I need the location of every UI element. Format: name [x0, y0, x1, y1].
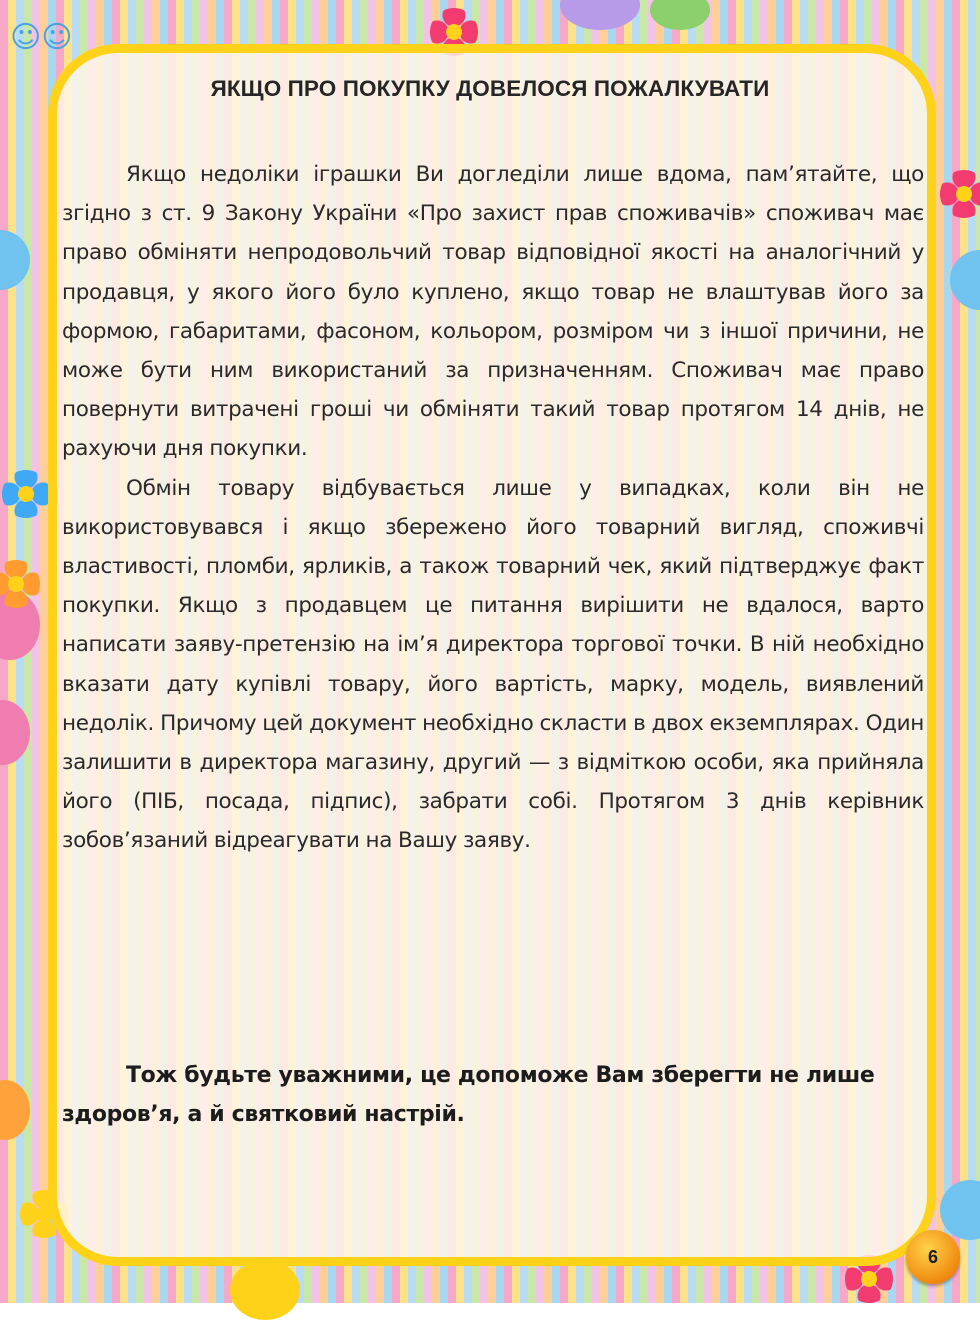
flower-decoration	[2, 470, 50, 518]
page-number-badge: 6	[906, 1230, 960, 1284]
closing-note: Тож будьте уважними, це допоможе Вам зберегти не лише здоров’я, а й святковий настрій.	[62, 1063, 875, 1127]
paragraph: Обмін товару відбувається лише у випадках, коли він не використовувався і якщо збережено його товарний вигляд, споживчі властивості, пломби, ярликів, а також товарний чек, який підтверджує факт покупки. Якщо з продавцем це питання вирішити не вдалося, варто написати заяву-претензію на ім’я директора торгової точки. В ній необхідно вказати дату купівлі товару, його вартість, марку, модель, виявлений недолік. Причому цей документ необхідно скласти в двох екземплярах. Один залишити в директора магазину, другий — з відміткою особи, яка прийняла його (ПІБ, посада, підпис), забрати собі. Протягом 3 днів керівник зобов’язаний відреагувати на Вашу заяву.	[62, 475, 924, 854]
page-title: ЯКЩО ПРО ПОКУПКУ ДОВЕЛОСЯ ПОЖАЛКУВАТИ	[210, 76, 770, 101]
yellow-bear-decoration	[230, 1260, 300, 1320]
body-text	[62, 155, 924, 861]
flower-decoration	[0, 560, 40, 608]
kids-faces-icon: ☺☺	[10, 20, 73, 55]
paragraph: Якщо недоліки іграшки Ви догледіли лише вдома, пам’ятайте, що згідно з ст. 9 Закону України «Про захист прав споживачів» споживач має право обміняти непродовольчий товар відповідної якості на аналогічний у продавця, у якого його було куплено, якщо товар не влаштував його за формою, габаритами, фасоном, кольором, розміром чи з іншої причини, не може бути ним використаний за призначенням. Споживач має право повернути витрачені гроші чи обміняти такий товар протягом 14 днів, не рахуючи дня покупки.	[62, 162, 924, 462]
flower-decoration	[940, 170, 980, 218]
